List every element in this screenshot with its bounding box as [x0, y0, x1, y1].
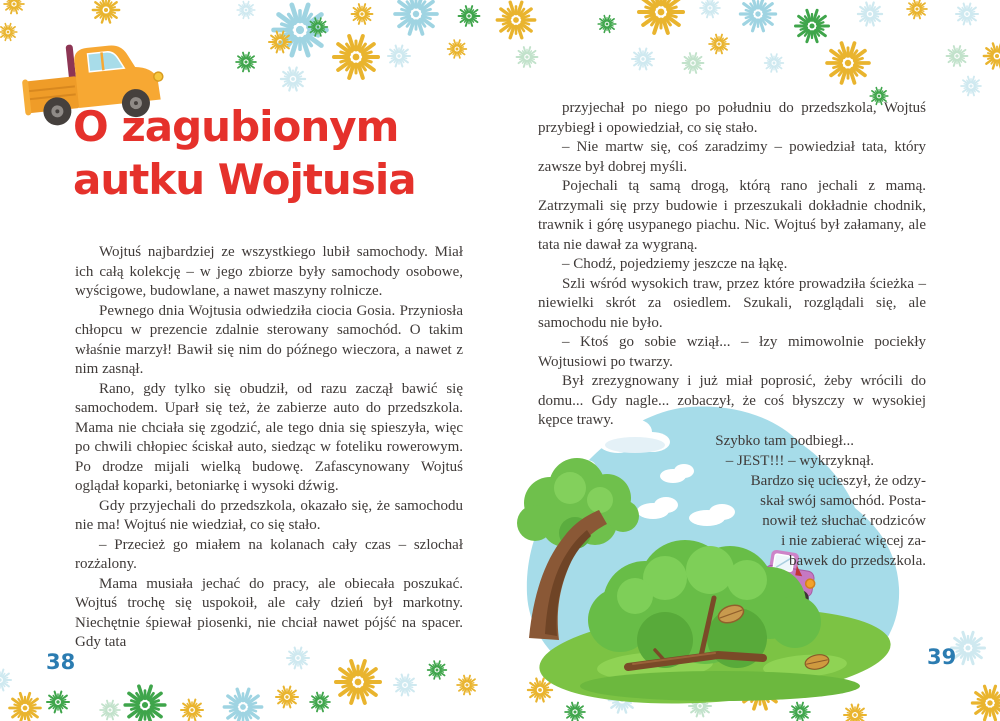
firework-icon [336, 661, 380, 703]
firework-icon [517, 47, 538, 67]
paragraph: – Ktoś go sobie wziął... – łzy mimowolnie pociekły Wojtusiowi po twarzy. [538, 334, 926, 370]
firework-icon [598, 16, 616, 33]
firework-icon [683, 53, 704, 73]
page-title [73, 100, 468, 206]
toy-car-headlight [805, 578, 815, 588]
paragraph: Pojechali tą samą drogą, którą rano jechali z mamą. Zatrzymali się przy budowie i przeszukali dokładnie chodnik, trawnik i górę usypanego piachu. Nic. Wojtuś był załamany, ale tata nie dawał za wygraną. [538, 178, 926, 253]
firework-icon [984, 43, 1000, 68]
firework-icon [10, 693, 41, 721]
firework-icon [844, 705, 866, 721]
firework-icon [448, 40, 467, 58]
firework-icon [388, 46, 410, 67]
firework-icon [394, 675, 416, 696]
paragraph: Był zrezygnowany i już miał poprosić, żeby wrócili do domu... Gdy nagle... zobaczył, że coś błyszczy w wysokiej kępce trawy. [538, 373, 926, 428]
ending-line: bawek do przedszkola. [788, 552, 926, 569]
left-page-text-column [75, 243, 463, 653]
paragraph: Pewnego dnia Wojtusia odwiedziła ciocia Gosia. Przyniosła chłopcu w prezencie zdalnie sterowany samochód. O takim właśnie marzył! Bawił się nim do późnego wieczora, a nawet z nim zasnął. [75, 302, 463, 377]
firework-icon [796, 10, 829, 41]
firework-icon [4, 0, 24, 13]
firework-icon [632, 49, 654, 70]
firework-icon [334, 36, 378, 78]
firework-icon [224, 689, 261, 721]
firework-icon [972, 686, 1000, 719]
firework-icon [907, 0, 927, 18]
ending-line: – JEST!!! – wykrzyknął. [725, 452, 874, 469]
truck-headlight [153, 72, 163, 82]
firework-icon [310, 693, 330, 712]
firework-icon [281, 67, 305, 90]
ending-line: skał swój samochód. Posta- [760, 492, 926, 509]
firework-icon [428, 661, 447, 679]
firework-icon [709, 35, 729, 54]
firework-icon [236, 53, 256, 72]
ending-line: nowił też słuchać rodziców [762, 512, 926, 529]
paragraph: Rano, gdy tylko się obudził, od razu zaczął bawić się samochodem. Uparł się też, że zabierze auto do przedszkola. Mama nie chciała się zgodzić, ale tego dnia się spieszyła, więc po chwili chłopiec ściskał auto, siedząc w foteliku rowerowym. Po drodze mijali wielką budowę. Zafascynowany Wojtuś oglądał koparki, betoniarkę i wysoki dźwig. [75, 380, 463, 494]
firework-icon [395, 0, 437, 34]
paragraph: – Chodź, pojedziemy jeszcze na łąkę. [562, 256, 788, 272]
firework-icon [497, 2, 534, 38]
firework-icon [639, 0, 683, 33]
firework-icon [961, 77, 981, 96]
firework-icon [93, 0, 119, 23]
firework-icon [0, 24, 17, 41]
firework-icon [276, 687, 298, 708]
firework-icon [0, 670, 11, 691]
firework-icon [47, 692, 69, 713]
paragraph: Gdy przyjechali do przedszkola, okazało się, że samochodu nie ma! Wojtuś nie wiedział, co się stało. [75, 497, 463, 533]
firework-icon [827, 43, 869, 83]
firework-icon [459, 6, 480, 26]
ending-line: i nie zabierać więcej za- [781, 532, 926, 549]
firework-icon [947, 46, 968, 66]
ending-line: Bardzo się ucieszył, że odzy- [750, 472, 926, 489]
paragraph: Wojtuś najbardziej ze wszystkiego lubił samochody. Miał ich całą kolekcję – w jego zbiorze były samochody osobowe, wyścigowe, budowlane, a nawet maszyny rolnicze. [75, 244, 463, 299]
firework-icon [700, 0, 720, 17]
firework-icon [100, 701, 120, 720]
firework-icon [740, 0, 775, 31]
page-number-right: 39 [927, 645, 957, 669]
paragraph: Mama musiała jechać do pracy, ale obiecała poszukać. Wojtuś trochę się uspokoił, ale cały dzień był markotny. Niechętnie śpiewał piosenki, nie chciał nawet pójść na spacer. Gdy tata [75, 575, 463, 650]
paragraph: – Nie martw się, coś zaradzimy – powiedział tata, który zawsze był dobrej myśli. [538, 139, 926, 175]
paragraph: Szli wśród wysokich traw, przez które prowadziła ścieżka – niewielki skrót za osiedlem. Szukali, rozglądali się, ale samochodu nie było. [538, 275, 926, 331]
paragraph: – Przecież go miałem na kolanach cały czas – szlochał rozżalony. [75, 536, 463, 572]
firework-icon [181, 700, 203, 721]
firework-icon [952, 632, 985, 663]
firework-icon [858, 2, 882, 25]
page-number-left: 38 [46, 650, 76, 674]
ending-line: Szybko tam podbiegł... [715, 432, 854, 449]
paragraph: przyjechał po niego po południu do przedszkola, Wojtuś przybiegł i opowiedział, co się stało. [538, 100, 926, 136]
right-page-ending-text [538, 431, 926, 571]
right-page-text-column [538, 99, 926, 571]
title-line-1: O zagubionym [73, 102, 399, 151]
firework-icon [956, 4, 978, 25]
firework-icon [765, 54, 784, 72]
firework-icon [237, 2, 255, 19]
title-line-2: autku Wojtusia [73, 155, 416, 204]
firework-icon [457, 676, 477, 695]
firework-icon [352, 4, 373, 24]
firework-icon [125, 686, 165, 721]
